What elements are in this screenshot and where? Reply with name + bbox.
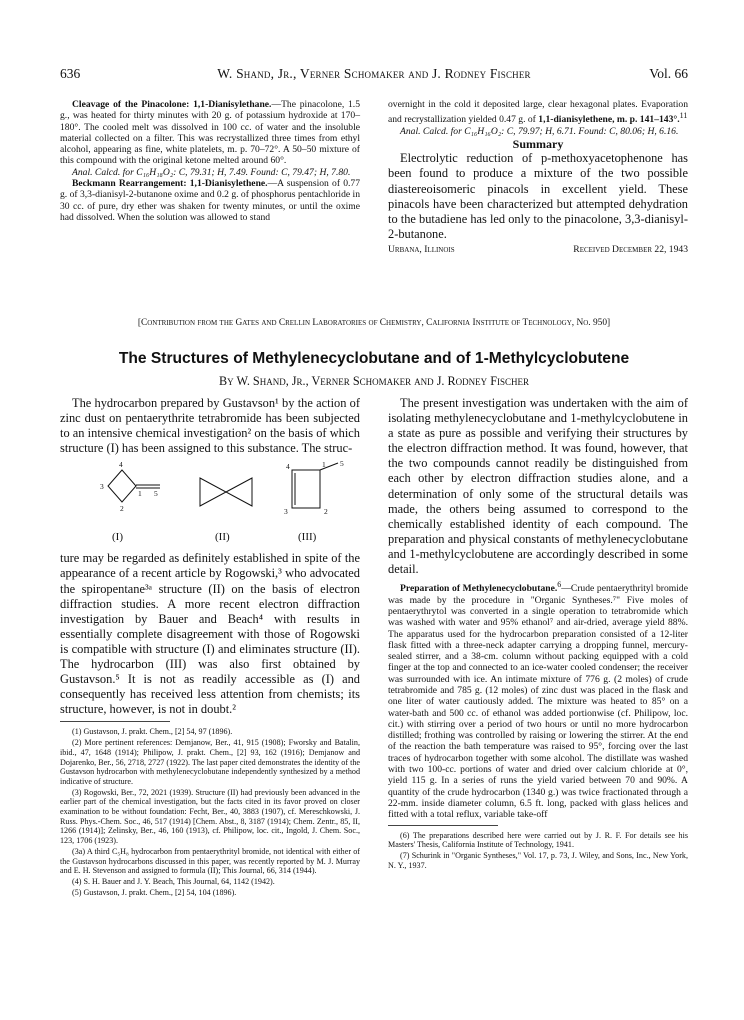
footnotes-right — [388, 831, 688, 871]
structures-drawing — [60, 458, 360, 548]
atom-number: 4 — [286, 462, 290, 472]
summary-text: Electrolytic reduction of p-methoxyacetophenone has been found to produce a mixture of the two possible diastereoisomeric pinacols in excellent yield. These pinacols have been characterized but attempted dehydration to the butadiene has led only to the pinacolone, 3,3-dianisyl-2-butanone. — [388, 151, 688, 241]
summary-heading: Summary — [512, 137, 564, 152]
footnote: (1) Gustavson, J. prakt. Chem., [2] 54, 97 (1896). — [72, 727, 233, 737]
atom-number: 3 — [100, 482, 104, 492]
atom-number: 5 — [154, 489, 158, 499]
prev-article-left-column — [60, 99, 360, 223]
running-title: W. Shand, Jr., Verner Schomaker and J. Rodney Fischer — [217, 66, 531, 81]
structure-label-ii: (II) — [215, 531, 230, 544]
structure-label-i: (I) — [112, 531, 123, 544]
footnotes-left — [60, 727, 360, 897]
structure-label-iii: (III) — [298, 531, 317, 544]
preparation-paragraph: Preparation of Methylenecyclobutane.$^6$—Crude pentaerythrityl bromide was made by the procedure in "Organic Syntheses.⁷" Five moles of pentaerythrytol was converted in a single operation to tetrabromide which was washed with water and 95% ethanol⁷ and air-dried, average yield 88%. The apparatus used for the hydrocarbon preparation consisted of a 12-liter flask fitted with a three-neck adapter carrying a dropping funnel, mercury-sealed stirrer, and a 38-cm. column without packing equipped with a cold finger at the top and connected to an ice-water cooled condenser; the receiver was surrounded with ice. An intimate mixture of 776 g. (2 moles) of crude tetrabromide and 785 g. (12 moles) of zinc dust was placed in the flask and one liter of water cautiously added. The mixture was heated to 85° on a water-bath and 500 cc. of ethanol was added portionwise (cf. Philipow, loc. cit.) with stirring over a period of two hours or until no more hydrocarbon distilled; frothing was controlled by raising or lowering the stirrer. At the end of the reaction the bath temperature was raised to 95°, forcing over the last traces of hydrocarbon together with some alcohol. The distillate was washed with two 100-cc. portions of water and dried over calcium chloride at 0°, yield 115 g. In a series of runs the yield varied between 70 and 90%. A quantity of the crude hydrocarbon (1340 g.) was twice fractionated through a 22-mm. inside diameter column, 6.5 ft. long, packed with glass helices and fitted with a total reflux, variable take-off — [388, 580, 688, 821]
body-left-column — [60, 396, 360, 898]
article-title: The Structures of Methylenecyclobutane and of 1-Methylcyclobutene — [118, 350, 630, 367]
cleavage-paragraph: Cleavage of the Pinacolone: 1,1-Dianisylethane.—The pinacolone, 1.5 g., was heated for thirty minutes with 20 g. of potassium hydroxide at 170–180°. The cooled melt was dissolved in 100 cc. of water and the insoluble material collected on a filter. This was recrystallized three times from ethyl alcohol, appearing as fine, white platelets, m. p. 70–72°. A 50–50 mixture of this compound with the original ketone melted around 60°. — [60, 99, 360, 167]
footnote-divider — [388, 825, 498, 826]
prev-article-right-column — [388, 99, 688, 255]
atom-number: 2 — [324, 507, 328, 517]
byline: By W. Shand, Jr., Verner Schomaker and J. Rodney Fischer — [219, 374, 529, 388]
footnote: (2) More pertinent references: Demjanow, Ber., 41, 915 (1908); Fworsky and Batalin, ibid., 47, 1648 (1914); Philipow, J. prakt. Chem., [2] 93, 162 (1916); Demjanow and Dojarenko, Ber., 56, 2718, 2727 (1922). The last paper cited demonstrates the identity of the Gustavson hydrocarbon with methylenecyclobutane independently synthesized by a method indicative of structure. — [60, 738, 360, 786]
contribution-line: [Contribution from the Gates and Crellin Laboratories of Chemistry, California Institute of Technology, No. 950] — [137, 318, 611, 328]
intro-paragraph: The hydrocarbon prepared by Gustavson¹ by the action of zinc dust on pentaerythrite tetrabromide has been subjected to an intensive chemical investigation² on the basis of which structure (I) has been assigned to this substance. The struc- — [60, 396, 360, 456]
footnote-divider — [60, 721, 170, 722]
continuation-paragraph: overnight in the cold it deposited large, clear hexagonal plates. Evaporation and recrystallization yielded 0.47 g. of 1,1-dianisylethene, m. p. 141–143°.$^{11}$ — [388, 99, 688, 126]
footnote: (7) Schurink in "Organic Syntheses," Vol. 17, p. 73, J. Wiley, and Sons, Inc., New York, N. Y., 1937. — [388, 850, 688, 870]
atom-number: 5 — [340, 459, 344, 469]
footnote: (3a) A third C₅H₈ hydrocarbon from pentaerythrityl bromide, not identical with either of the Gustavson hydrocarbons discussed in this paper, was recently reported by M. J. Murray and E. H. Stevenson and assigned to formula (II); This Journal, 66, 314 (1944). — [60, 846, 360, 876]
footnote: (5) Gustavson, J. prakt. Chem., [2] 54, 104 (1896). — [72, 887, 237, 897]
structure-iii-ring — [292, 470, 320, 508]
structure-ii-ring-b — [226, 478, 252, 506]
structure-i-ring — [108, 470, 136, 502]
structure-discussion: ture may be regarded as definitely established in spite of the appearance of a recent article by Rogowski,³ who advocated the spiropentane³ᵃ structure (II) on the basis of electron diffraction studies. A more recent electron diffraction investigation by Bauer and Beach⁴ with results in essentially complete disagreement with those of Rogowski is compatible with structure (I) and eliminates structure (II). The hydrocarbon (III) was also first obtained by Gustavson.⁵ It is not as readily accessible as (I) and consequently has received less attention from chemists; its structure, however, is not in doubt.² — [60, 551, 360, 717]
beckmann-paragraph: Beckmann Rearrangement: 1,1-Dianisylethene.—A suspension of 0.77 g. of 3,3-dianisyl-2-butanone oxime and 0.2 g. of phosphorus pentachloride in 30 cc. of pure, dry ether was shaken for twenty minutes, or until the oxime had dissolved. When the solution was allowed to stand — [60, 178, 361, 223]
atom-number: 1 — [138, 489, 142, 499]
atom-number: 2 — [120, 504, 124, 514]
aim-paragraph: The present investigation was undertaken with the aim of isolating methylenecyclobutane and 1-methylcyclobutene in a state as pure as possible and verifying their structures by the electron diffraction method. It was found, however, that the two compounds cannot readily be distinguished from each other by electron diffraction studies alone, and a determination of only some of the structural details was made, the others being assumed to correspond to the chemically established identity of each compound. The preparation and physical constants of methylenecyclobutane and 1-methylcyclobutene are accordingly described in some detail. — [388, 396, 688, 577]
structure-i-double-bond — [136, 485, 160, 488]
structures-figure — [60, 458, 360, 548]
running-header — [60, 66, 688, 84]
page-number: 636 — [60, 66, 81, 81]
volume-label: Vol. 66 — [649, 66, 688, 81]
body-right-column — [388, 396, 688, 871]
footnote: (6) The preparations described here were carried out by J. R. F. For details see his Masters' Thesis, California Institute of Technology, 1941. — [388, 830, 688, 850]
signature-line — [388, 244, 688, 255]
atom-number: 1 — [322, 460, 326, 470]
footnote: (3) Rogowski, Ber., 72, 2021 (1939). Structure (II) had previously been advanced in the earlier part of the chemical investigation, but the facts cited in its favor proved on closer examination to be without foundation: Fecht, Ber., 40, 3883 (1907), cf. Mereschkowski, J. Russ. Phys.-Chem. Soc., 46, 517 (1914) [Chem. Abst., 8, 3187 (1914); Chem. Zentr., 85, II, 1266 (1914)]; Zelinsky, Ber., 46, 160 (1913), cf. Philipow, loc. cit., Ingold, J. Chem. Soc., 123, 1706 (1923). — [60, 787, 360, 846]
place: Urbana, Illinois — [388, 243, 455, 255]
structure-ii-ring-a — [200, 478, 226, 506]
analysis-line: Anal. Calcd. for C₁₆H₁₈O₂: C, 79.31; H, 7.49. Found: C, 79.47; H, 7.80. — [72, 166, 351, 178]
analysis-line: Anal. Calcd. for C₁₆H₁₆O₂: C, 79.97; H, 6.71. Found: C, 80.06; H, 6.16. — [400, 125, 679, 137]
atom-number: 3 — [284, 507, 288, 517]
atom-number: 4 — [119, 460, 123, 470]
received-date: Received December 22, 1943 — [573, 243, 688, 255]
footnote: (4) S. H. Bauer and J. Y. Beach, This Journal, 64, 1142 (1942). — [72, 876, 275, 886]
